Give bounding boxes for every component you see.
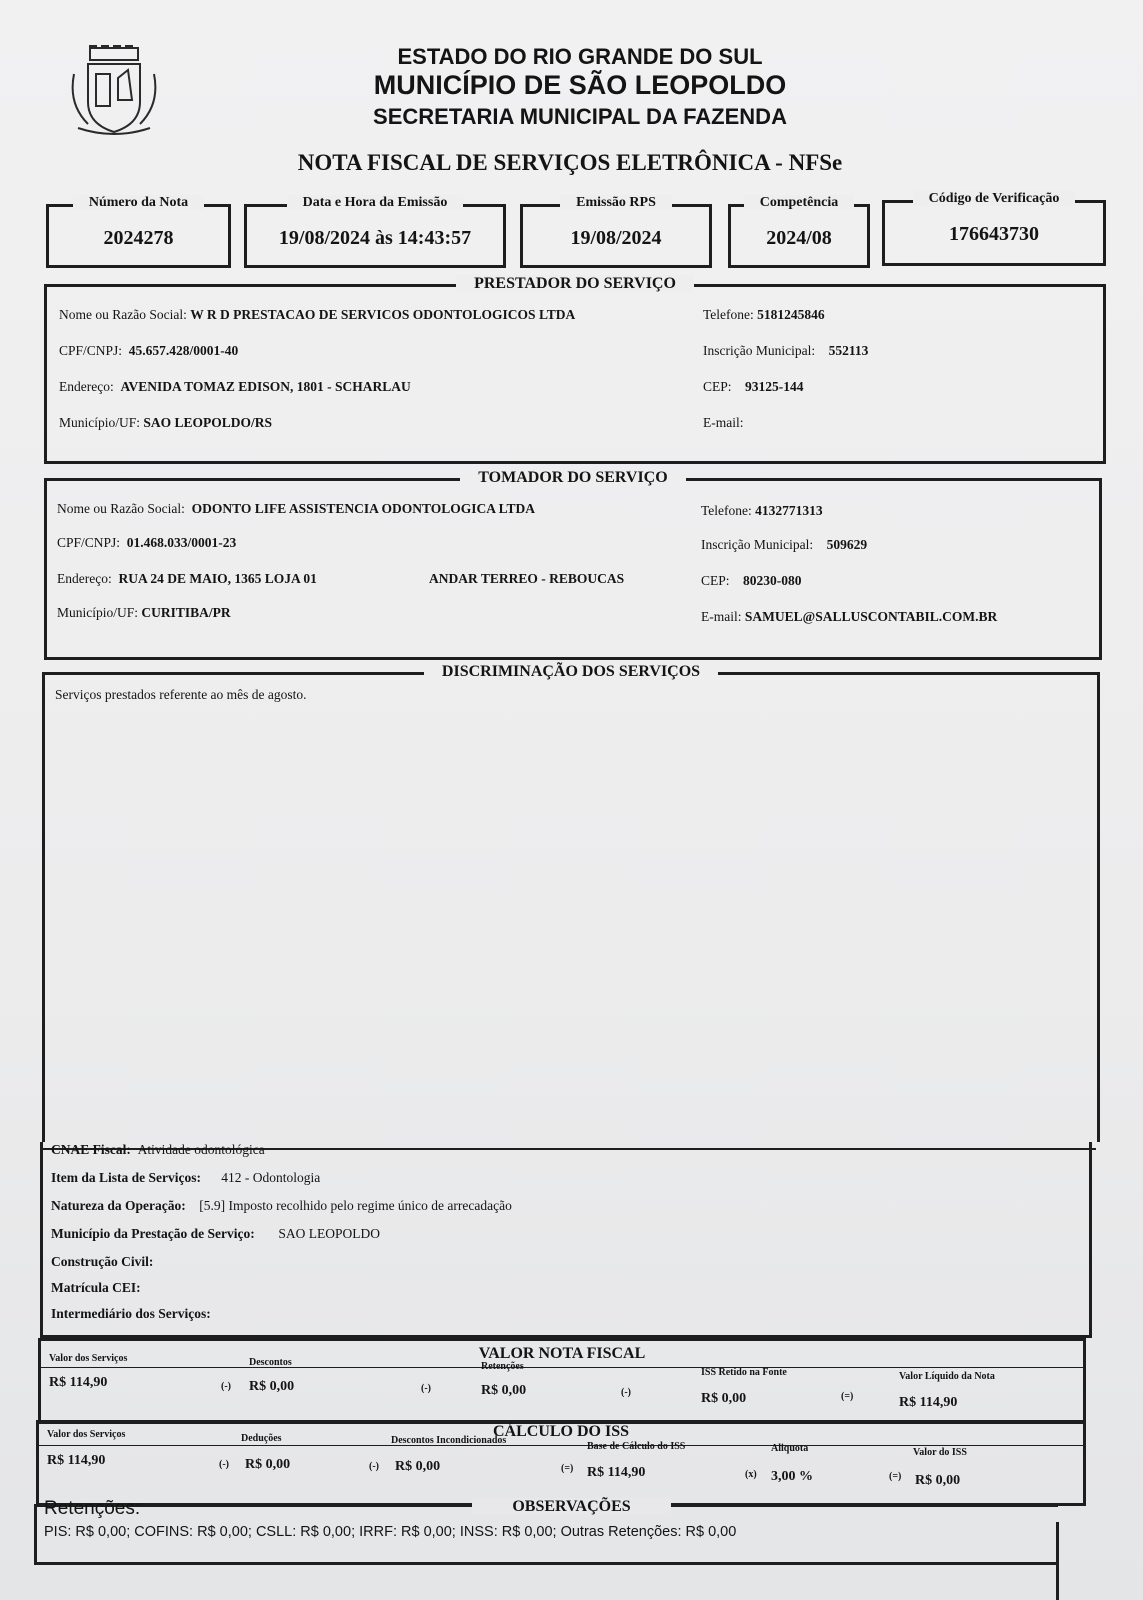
tomador-cep-label: CEP:	[701, 573, 730, 588]
prestador-cep-label: CEP:	[703, 379, 732, 394]
construcao-civil-label: Construção Civil:	[51, 1254, 154, 1269]
competencia-box	[728, 195, 870, 268]
calculo-iss-title: CÁLCULO DO ISS	[492, 1423, 630, 1440]
iss-op-minus-2: (-)	[369, 1461, 379, 1472]
prestador-municipio: SAO LEOPOLDO/RS	[143, 415, 273, 430]
competencia-value: 2024/08	[766, 227, 832, 249]
prestador-cnpj: 45.657.428/0001-40	[128, 343, 239, 358]
op-minus-1: (-)	[221, 1381, 231, 1392]
discriminacao-text: Serviços prestados referente ao mês de agosto.	[55, 687, 307, 702]
observacoes-retencoes-label: Retenções:	[44, 1498, 141, 1519]
tomador-inscricao: 509629	[826, 537, 868, 552]
retencoes-value: R$ 0,00	[481, 1383, 527, 1398]
calculo-iss-divider	[39, 1445, 1083, 1446]
valor-servicos: R$ 114,90	[49, 1375, 108, 1390]
iss-servicos-value: R$ 114,90	[47, 1453, 106, 1468]
deducoes-label: Deduções	[241, 1433, 282, 1444]
deducoes-value: R$ 0,00	[245, 1457, 291, 1472]
prestador-inscricao: 552113	[828, 343, 869, 358]
descontos-label: Descontos	[249, 1357, 292, 1368]
data-emissao-value: 19/08/2024 às 14:43:57	[278, 227, 472, 249]
valor-servicos-label: Valor dos Serviços	[49, 1353, 128, 1364]
tomador-endereco: RUA 24 DE MAIO, 1365 LOJA 01	[118, 571, 317, 586]
valor-nota-divider	[41, 1367, 1083, 1368]
prestador-cnpj-label: CPF/CNPJ:	[59, 343, 123, 358]
prestador-endereco: AVENIDA TOMAZ EDISON, 1801 - SCHARLAU	[120, 379, 411, 394]
op-minus-3: (-)	[621, 1387, 631, 1398]
header-secretariat: SECRETARIA MUNICIPAL DA FAZENDA	[373, 104, 787, 129]
tomador-email: SAMUEL@SALLUSCONTABIL.COM.BR	[744, 609, 998, 624]
servico-info-section	[40, 1142, 1092, 1338]
iss-op-x: (x)	[745, 1469, 757, 1480]
aliquota-label: Aliquota	[771, 1443, 809, 1454]
natureza-label: Natureza da Operação:	[51, 1198, 186, 1213]
tomador-email-label: E-mail:	[701, 609, 742, 624]
tomador-municipio-label: Município/UF:	[57, 605, 139, 620]
codigo-verificacao-box	[882, 191, 1106, 266]
prestador-email-label: E-mail:	[703, 415, 744, 430]
competencia-label: Competência	[744, 195, 855, 210]
municipio-prestacao-label: Município da Prestação de Serviço:	[51, 1226, 255, 1241]
iss-op-minus-1: (-)	[219, 1459, 229, 1470]
emissao-rps-value: 19/08/2024	[570, 227, 662, 249]
observacoes-left-line	[34, 1504, 37, 1564]
iss-op-eq-1: (=)	[561, 1463, 574, 1474]
numero-nota-value: 2024278	[103, 227, 174, 249]
valor-liquido-label: Valor Líquido da Nota	[899, 1371, 995, 1382]
tomador-nome: ODONTO LIFE ASSISTENCIA ODONTOLOGICA LTDA	[191, 501, 535, 516]
item-lista-value: 412 - Odontologia	[221, 1170, 321, 1185]
prestador-endereco-label: Endereço:	[59, 379, 114, 394]
prestador-nome: W R D PRESTACAO DE SERVICOS ODONTOLOGICOS LTDA	[190, 307, 576, 322]
item-lista-label: Item da Lista de Serviços:	[51, 1170, 201, 1185]
op-eq-1: (=)	[841, 1391, 854, 1402]
valor-nota-title: VALOR NOTA FISCAL	[478, 1345, 646, 1362]
cnae-label: CNAE Fiscal:	[51, 1142, 131, 1157]
tomador-cnpj-label: CPF/CNPJ:	[57, 535, 121, 550]
prestador-cep: 93125-144	[745, 379, 804, 394]
descontos-incond-label: Descontos Incondicionados	[391, 1435, 507, 1446]
observacoes-title: OBSERVAÇÕES	[472, 1498, 670, 1515]
cnae-value: Atividade odontológica	[137, 1142, 265, 1157]
prestador-municipio-label: Município/UF:	[59, 415, 141, 430]
prestador-title: PRESTADOR DO SERVIÇO	[456, 275, 694, 292]
numero-nota-label: Número da Nota	[73, 195, 204, 210]
tomador-inscricao-label: Inscrição Municipal:	[701, 537, 814, 552]
tomador-endereco-label: Endereço:	[57, 571, 112, 586]
observacoes-title-wrap	[0, 1498, 1143, 1516]
tomador-municipio: CURITIBA/PR	[141, 605, 231, 620]
tomador-cep: 80230-080	[743, 573, 802, 588]
codigo-verificacao-value: 176643730	[949, 223, 1039, 245]
base-calculo-value: R$ 114,90	[587, 1465, 646, 1480]
document-title: NOTA FISCAL DE SERVIÇOS ELETRÔNICA - NFSe	[297, 150, 843, 175]
tomador-section	[44, 469, 1102, 660]
header-state: ESTADO DO RIO GRANDE DO SUL	[397, 44, 763, 69]
discriminacao-title: DISCRIMINAÇÃO DOS SERVIÇOS	[424, 663, 718, 680]
numero-nota-box	[46, 195, 231, 268]
iss-retido-label: ISS Retido na Fonte	[701, 1367, 787, 1378]
valor-iss-value: R$ 0,00	[915, 1473, 961, 1488]
valor-nota-section	[38, 1338, 1086, 1424]
discriminacao-section	[42, 663, 1100, 1142]
prestador-telefone: 5181245846	[757, 307, 825, 322]
data-emissao-box	[244, 195, 506, 268]
prestador-telefone-label: Telefone:	[703, 307, 754, 322]
tomador-endereco-2: ANDAR TERREO - REBOUCAS	[429, 571, 625, 586]
municipio-prestacao-value: SAO LEOPOLDO	[278, 1226, 380, 1241]
tomador-telefone: 4132771313	[755, 503, 823, 518]
prestador-section	[44, 275, 1106, 464]
iss-op-eq-2: (=)	[889, 1471, 902, 1482]
coat-of-arms-icon	[68, 44, 160, 140]
codigo-verificacao-label: Código de Verificação	[913, 191, 1076, 206]
prestador-inscricao-label: Inscrição Municipal:	[703, 343, 816, 358]
matricula-cei-label: Matrícula CEI:	[51, 1280, 141, 1295]
iss-retido-value: R$ 0,00	[701, 1391, 747, 1406]
descontos-incond-value: R$ 0,00	[395, 1459, 441, 1474]
prestador-nome-label: Nome ou Razão Social:	[59, 307, 187, 322]
tomador-cnpj: 01.468.033/0001-23	[126, 535, 237, 550]
emissao-rps-label: Emissão RPS	[560, 195, 672, 210]
tomador-title: TOMADOR DO SERVIÇO	[460, 469, 685, 486]
observacoes-bottom-line	[34, 1562, 1058, 1565]
emissao-rps-box	[520, 195, 712, 268]
intermediario-label: Intermediário dos Serviços:	[51, 1306, 211, 1321]
descontos-value: R$ 0,00	[249, 1379, 295, 1394]
observacoes-text: PIS: R$ 0,00; COFINS: R$ 0,00; CSLL: R$ 0,00; IRRF: R$ 0,00; INSS: R$ 0,00; Outras Retenções: R$ 0,00	[44, 1524, 737, 1540]
retencoes-label: Retenções	[481, 1361, 524, 1372]
data-emissao-label: Data e Hora da Emissão	[287, 195, 464, 210]
calculo-iss-section	[36, 1420, 1086, 1506]
aliquota-value: 3,00 %	[771, 1469, 813, 1484]
tomador-nome-label: Nome ou Razão Social:	[57, 501, 185, 516]
op-minus-2: (-)	[421, 1383, 431, 1394]
observacoes-right-line	[1056, 1522, 1059, 1600]
iss-servicos-label: Valor dos Serviços	[47, 1429, 126, 1440]
valor-iss-label: Valor do ISS	[913, 1447, 967, 1458]
base-calculo-label: Base de Cálculo do ISS	[587, 1441, 686, 1452]
tomador-telefone-label: Telefone:	[701, 503, 752, 518]
natureza-value: [5.9] Imposto recolhido pelo regime único de arrecadação	[199, 1198, 512, 1213]
valor-liquido-value: R$ 114,90	[899, 1395, 958, 1410]
header-municipality: MUNICÍPIO DE SÃO LEOPOLDO	[373, 70, 787, 100]
